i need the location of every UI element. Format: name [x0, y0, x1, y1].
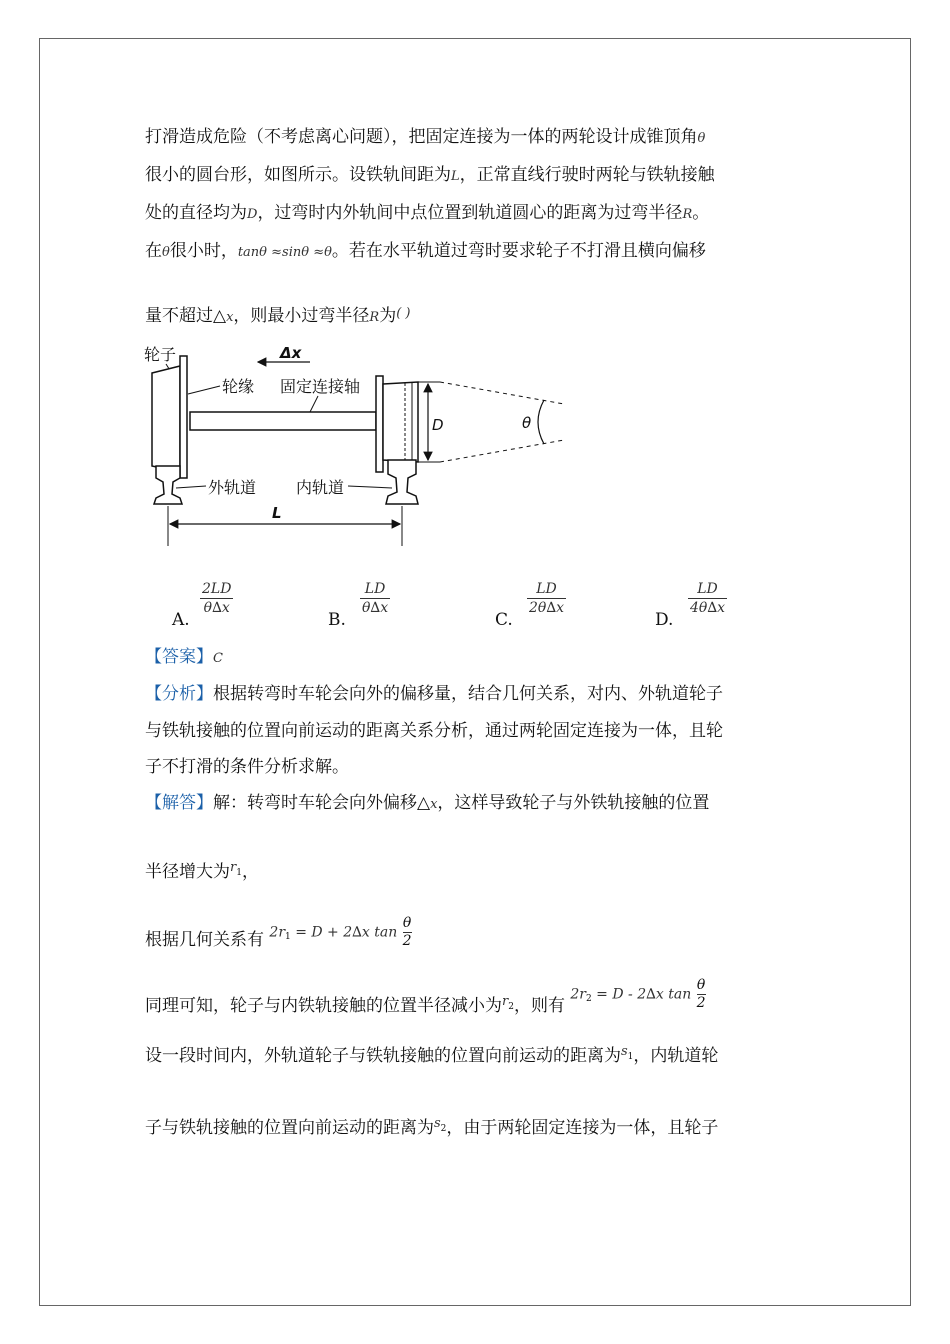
outer-rail-label: 外轨道 — [208, 478, 257, 497]
equation-1: $2r_1 = D + 2\Delta x$ tan $\frac{\theta}{2}$ — [269, 915, 412, 949]
answer-tag: 【答案】 — [145, 647, 213, 667]
option-label: D. — [655, 610, 674, 630]
outer-rail — [154, 466, 182, 504]
option-fraction: $\frac{2LD}{\theta\Delta x}$ — [202, 581, 232, 616]
axle — [190, 412, 376, 430]
analysis-line-2: 与铁轨接触的位置向前运动的距离关系分析，通过两轮固定连接为一体，且轮 — [145, 721, 723, 741]
solution-line-4: 同理可知，轮子与内铁轨接触的位置半径减小为$^{r2}$，则有 $2r_2 = D - 2\Delta x$ tan $\frac{\theta}{2}$ — [145, 974, 706, 1027]
answer-line — [145, 645, 223, 671]
analysis-line-3: 子不打滑的条件分析求解。 — [145, 757, 349, 777]
option-fraction: $\frac{LD}{2\theta\Delta x}$ — [529, 581, 565, 616]
inner-wheel — [383, 382, 418, 462]
theta-label: θ — [522, 414, 532, 432]
option-fraction: $\frac{LD}{4\theta\Delta x}$ — [690, 581, 726, 616]
analysis-line-1: 【分析】根据转弯时车轮会向外的偏移量，结合几何关系，对内、外轨道轮子 — [145, 684, 723, 704]
option-label: B. — [328, 610, 346, 630]
wheel-label: 轮子 — [144, 345, 177, 364]
outer-flange — [180, 356, 187, 478]
option-label: C. — [495, 610, 513, 630]
axle-label: 固定连接轴 — [280, 377, 361, 396]
inner-flange — [376, 376, 383, 472]
L-label: L — [272, 504, 282, 522]
answer-value: C — [213, 651, 223, 666]
equation-2: $2r_2 = D - 2\Delta x$ tan $\frac{\theta}{2}$ — [570, 977, 706, 1011]
dx-label: Δx — [280, 344, 302, 362]
question-line-3: 处的直径均为D，过弯时内外轨间中点位置到轨道圆心的距离为过弯半径R。 — [145, 203, 710, 223]
solution-line-6: 子与铁轨接触的位置向前运动的距离为$^{s2}$，由于两轮固定连接为一体，且轮子 — [145, 1116, 719, 1138]
option-fraction: $\frac{LD}{\theta\Delta x}$ — [362, 581, 389, 616]
question-line-4: 在θ很小时，tanθ ≈sinθ ≈θ。若在水平轨道过弯时要求轮子不打滑且横向偏移 — [145, 241, 706, 261]
question-line-5: 量不超过△x，则最小过弯半径R为( ) — [145, 306, 411, 326]
D-label: D — [432, 416, 444, 434]
flange-label: 轮缘 — [222, 377, 255, 396]
solution-line-5: 设一段时间内，外轨道轮子与铁轨接触的位置向前运动的距离为$^{s1}$，内轨道轮 — [145, 1044, 719, 1066]
option-label: A. — [172, 610, 190, 630]
question-line-1: 打滑造成危险（不考虑离心问题），把固定连接为一体的两轮设计成锥顶角θ — [145, 127, 706, 147]
solution-line-3: 根据几何关系有 $2r_1 = D + 2\Delta x$ tan $\frac{\theta}{2}$ — [145, 912, 412, 960]
outer-wheel — [152, 366, 180, 472]
wheelset-diagram — [140, 338, 580, 550]
inner-rail-label: 内轨道 — [296, 478, 345, 497]
inner-rail — [386, 460, 418, 504]
solution-line-1: 【解答】解：转弯时车轮会向外偏移△x，这样导致轮子与外铁轨接触的位置 — [145, 793, 710, 813]
solution-line-2: 半径增大为$^{r1}$， — [145, 860, 259, 882]
question-line-2: 很小的圆台形，如图所示。设铁轨间距为L，正常直线行驶时两轮与铁轨接触 — [145, 165, 715, 185]
